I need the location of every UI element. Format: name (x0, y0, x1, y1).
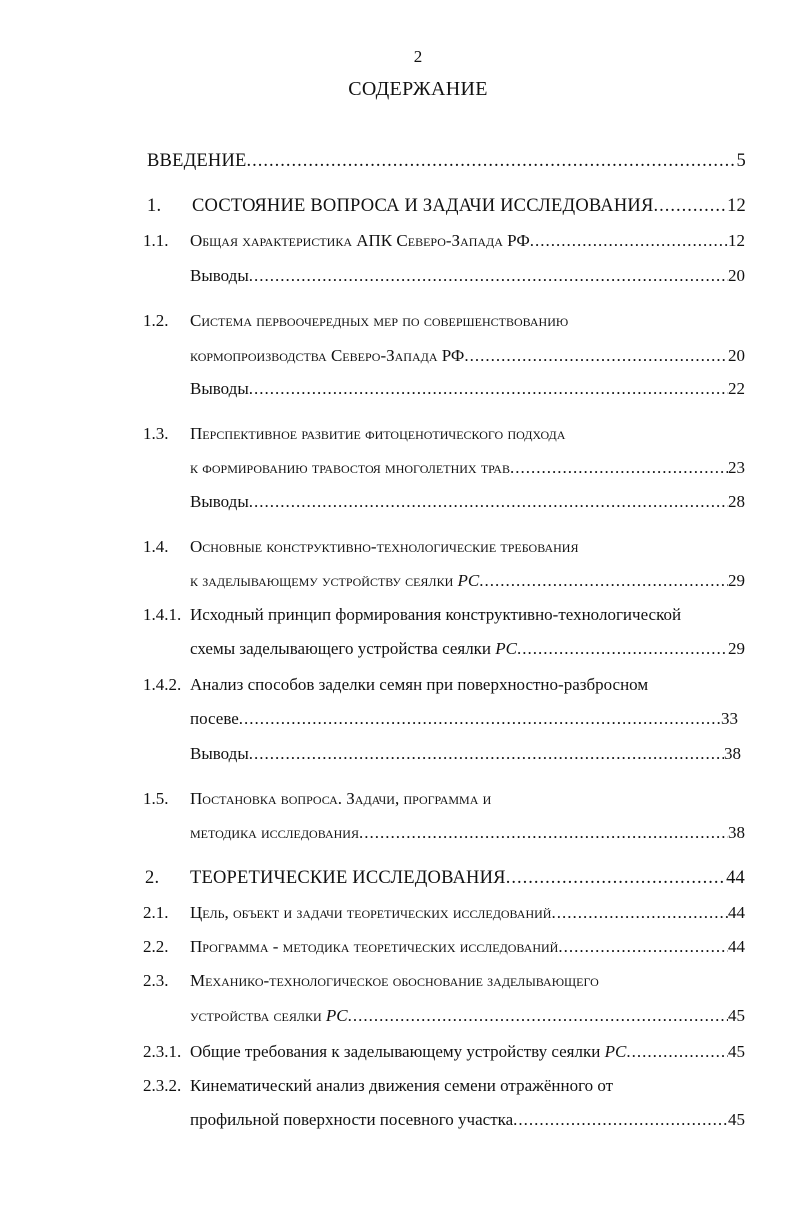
toc-entry-text (190, 636, 517, 662)
toc-entry-text: Система первоочередных мер по совершенствованию (190, 311, 569, 330)
toc-entry-text-part: схемы заделывающего устройства сеялки (190, 639, 496, 658)
toc-page-number: 5 (736, 151, 746, 171)
toc-page-number: 33 (721, 709, 738, 728)
toc-section-number: 2. (145, 868, 160, 888)
toc-entry-text: Перспективное развитие фитоценотического подхода (190, 424, 566, 443)
toc-entry-text-part: к заделывающему устройству сеялки (190, 571, 458, 590)
toc-section-number: 2.3.1. (143, 1042, 182, 1061)
dot-leader (558, 934, 728, 960)
dot-leader (348, 1003, 728, 1029)
toc-section-number: 1.1. (143, 231, 169, 250)
toc-page-number: 23 (728, 458, 745, 477)
toc-entry-text (190, 1039, 626, 1065)
toc-entry-text: Выводы (190, 266, 249, 285)
toc-section-number: 2.3. (143, 971, 169, 990)
toc-entry-text: СОСТОЯНИЕ ВОПРОСА И ЗАДАЧИ ИССЛЕДОВАНИЯ (192, 196, 654, 216)
toc-entry-text: Кинематический анализ движения семени отражённого от (190, 1076, 614, 1095)
dot-leader (464, 343, 728, 369)
toc-section-number: 1.2. (143, 311, 169, 330)
toc-entry-text: Программа - методика теоретических исследований (190, 937, 559, 956)
toc-entry-text: Выводы (190, 379, 249, 398)
toc-page-number: 45 (728, 1006, 745, 1025)
toc-entry-text: профильной поверхности посевного участка (190, 1110, 514, 1129)
toc-page-number: 28 (728, 492, 745, 511)
toc-entry-text-part: устройства сеялки (190, 1006, 326, 1025)
dot-leader (249, 263, 728, 289)
toc-page-number: 20 (728, 346, 745, 365)
toc-entry-italic: РС (457, 571, 480, 590)
dot-leader (479, 568, 728, 594)
dot-leader (359, 820, 728, 846)
dot-leader (506, 865, 726, 891)
toc-entry-text: ТЕОРЕТИЧЕСКИЕ ИССЛЕДОВАНИЯ (190, 868, 506, 888)
toc-entry-text: кормопроизводства Северо-Запада РФ (190, 346, 465, 365)
toc-page-number: 45 (728, 1042, 745, 1061)
toc-entry-text (190, 1003, 348, 1029)
dot-leader (249, 741, 724, 767)
toc-section-number: 2.3.2. (143, 1076, 182, 1095)
toc-section-number: 2.1. (143, 903, 169, 922)
toc-entry-italic: РС (604, 1042, 627, 1061)
toc-entry-text: Общая характеристика АПК Северо-Запада РФ (190, 231, 530, 250)
dot-leader (249, 489, 728, 515)
toc-entry-text: ВВЕДЕНИЕ (147, 151, 247, 171)
toc-page-number: 44 (728, 937, 745, 956)
toc-entry-text: Цель, объект и задачи теоретических исследований (190, 903, 552, 922)
dot-leader (239, 706, 721, 732)
toc-section-number: 1.3. (143, 424, 169, 443)
toc-entry-text: Исходный принцип формирования конструктивно-технологической (190, 605, 682, 624)
toc-entry-text: Постановка вопроса. Задачи, программа и (190, 789, 492, 808)
toc-page-number: 20 (728, 266, 745, 285)
toc-page-number: 12 (727, 196, 746, 216)
page-title: СОДЕРЖАНИЕ (348, 78, 488, 100)
dot-leader (247, 148, 737, 174)
dot-leader (510, 455, 728, 481)
toc-section-number: 1.4.1. (143, 605, 182, 624)
toc-entry-text: Механико-технологическое обоснование заделывающего (190, 971, 599, 990)
toc-section-number: 1.5. (143, 789, 169, 808)
dot-leader (530, 228, 728, 254)
toc-page-number: 44 (728, 903, 745, 922)
dot-leader (551, 900, 728, 926)
dot-leader (517, 636, 728, 662)
toc-entry-text: Основные конструктивно-технологические требования (190, 537, 579, 556)
toc-entry-italic: РС (325, 1006, 348, 1025)
toc-page-number: 29 (728, 571, 745, 590)
toc-page-number: 45 (728, 1110, 745, 1129)
dot-leader (626, 1039, 728, 1065)
toc-entry-text: к формированию травостоя многолетних трав (190, 458, 510, 477)
toc-section-number: 1. (147, 196, 162, 216)
toc-entry-text: Выводы (190, 744, 249, 763)
toc-page-number: 38 (728, 823, 745, 842)
toc-page-number: 29 (728, 639, 745, 658)
toc-section-number: 1.4.2. (143, 675, 182, 694)
dot-leader (654, 193, 728, 219)
dot-leader (249, 376, 728, 402)
toc-entry-italic: РС (495, 639, 518, 658)
toc-entry-text (190, 568, 479, 594)
toc-page-number: 38 (724, 744, 741, 763)
toc-entry-text: Анализ способов заделки семян при поверхностно-разбросном (190, 675, 649, 694)
toc-section-number: 1.4. (143, 537, 169, 556)
toc-entry-text-part: Общие требования к заделывающему устройству сеялки (190, 1042, 605, 1061)
toc-page-number: 44 (726, 868, 745, 888)
toc-entry-text: методика исследования (190, 823, 359, 842)
page-number: 2 (413, 47, 423, 66)
toc-section-number: 2.2. (143, 937, 169, 956)
dot-leader (513, 1107, 728, 1133)
toc-entry-text: посеве (190, 709, 239, 728)
toc-page-number: 22 (728, 379, 745, 398)
toc-entry-text: Выводы (190, 492, 249, 511)
toc-page-number: 12 (728, 231, 745, 250)
